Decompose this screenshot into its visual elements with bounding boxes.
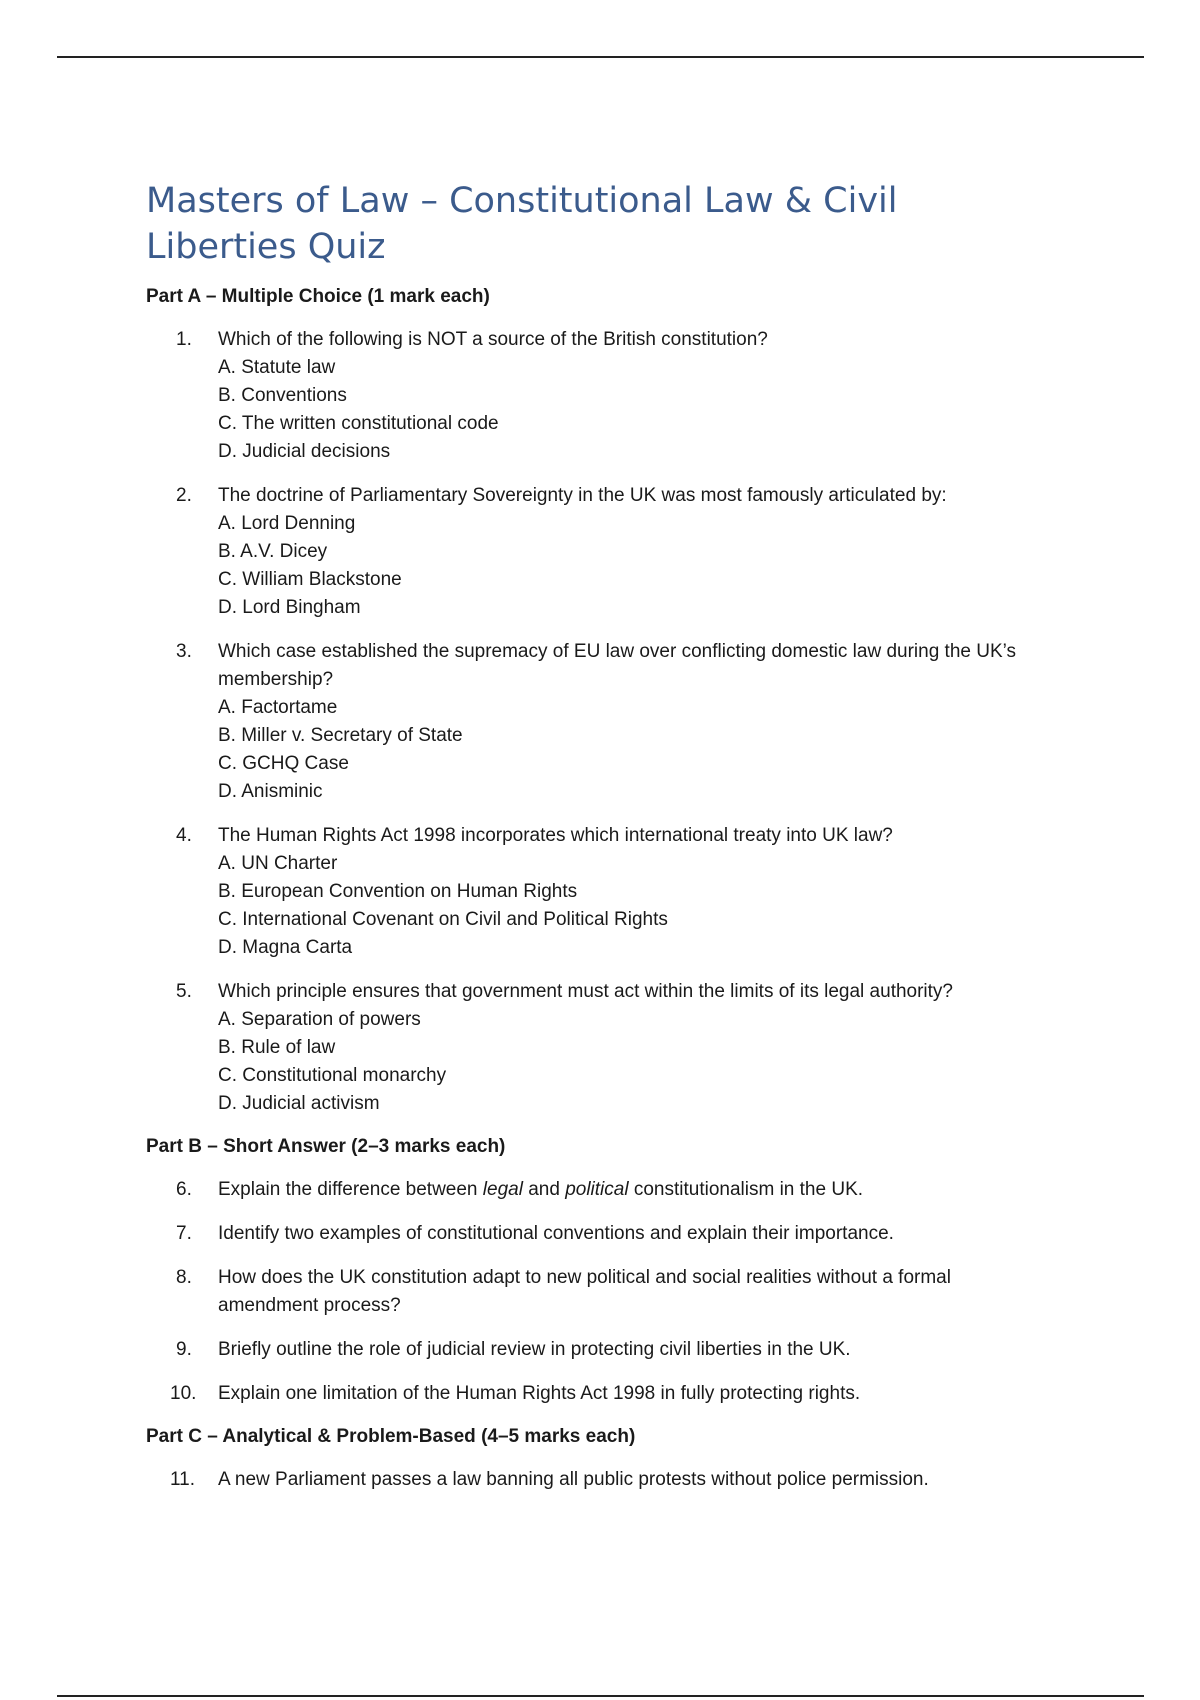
question-text: How does the UK constitution adapt to new political and social realities without a formal amendment process? [218, 1267, 951, 1316]
part-b-heading: Part B – Short Answer (2–3 marks each) [146, 1136, 506, 1157]
question-5 [146, 978, 1046, 1118]
bottom-rule [57, 1695, 1144, 1697]
option-b: B. Rule of law [218, 1037, 336, 1058]
question-8 [146, 1264, 1046, 1320]
question-text-part: Explain the difference between [218, 1179, 483, 1200]
question-number: 3. [176, 641, 192, 662]
option-c: C. William Blackstone [218, 569, 402, 590]
question-text: Identify two examples of constitutional conventions and explain their importance. [218, 1223, 894, 1244]
question-number: 10. [170, 1383, 197, 1404]
question-9 [146, 1336, 1046, 1364]
option-a: A. Lord Denning [218, 513, 356, 534]
option-d: D. Lord Bingham [218, 597, 361, 618]
question-text-part: constitutionalism in the UK. [628, 1179, 864, 1200]
part-c [146, 1424, 1046, 1494]
question-number: 7. [176, 1223, 192, 1244]
question-text: Explain one limitation of the Human Rights Act 1998 in fully protecting rights. [218, 1383, 861, 1404]
question-text: The doctrine of Parliamentary Sovereignty in the UK was most famously articulated by: [218, 485, 947, 506]
option-b: B. Miller v. Secretary of State [218, 725, 463, 746]
option-d: D. Anisminic [218, 781, 323, 802]
part-b [146, 1134, 1046, 1408]
question-number: 4. [176, 825, 192, 846]
question-text: Which case established the supremacy of EU law over conflicting domestic law during the UK’s membership? [218, 641, 1017, 690]
document-title: Masters of Law – Constitutional Law & Civil Liberties Quiz [146, 181, 898, 267]
question-number: 8. [176, 1267, 192, 1288]
option-c: C. GCHQ Case [218, 753, 349, 774]
option-a: A. UN Charter [218, 853, 338, 874]
option-a: A. Separation of powers [218, 1009, 421, 1030]
emphasis-political: political [565, 1179, 629, 1200]
top-rule [57, 56, 1144, 58]
question-4 [146, 822, 1046, 962]
question-text: Briefly outline the role of judicial review in protecting civil liberties in the UK. [218, 1339, 851, 1360]
question-3 [146, 638, 1046, 806]
option-d: D. Judicial decisions [218, 441, 391, 462]
part-c-heading: Part C – Analytical & Problem-Based (4–5 marks each) [146, 1426, 636, 1447]
option-b: B. European Convention on Human Rights [218, 881, 578, 902]
question-number: 2. [176, 485, 192, 506]
option-c: C. International Covenant on Civil and Political Rights [218, 909, 668, 930]
emphasis-legal: legal [482, 1179, 523, 1200]
question-text [218, 1176, 1046, 1204]
option-c: C. Constitutional monarchy [218, 1065, 447, 1086]
option-b: B. A.V. Dicey [218, 541, 328, 562]
question-1 [146, 326, 1046, 466]
question-text: A new Parliament passes a law banning all public protests without police permission. [218, 1469, 929, 1490]
question-number: 5. [176, 981, 192, 1002]
question-text: Which of the following is NOT a source of the British constitution? [218, 329, 768, 350]
question-11 [146, 1466, 1046, 1494]
question-2 [146, 482, 1046, 622]
option-c: C. The written constitutional code [218, 413, 499, 434]
question-text-part: and [522, 1179, 566, 1200]
question-number: 6. [176, 1179, 192, 1200]
question-text: Which principle ensures that government must act within the limits of its legal authority? [218, 981, 953, 1002]
question-10 [146, 1380, 1046, 1408]
option-a: A. Factortame [218, 697, 338, 718]
option-d: D. Magna Carta [218, 937, 353, 958]
question-7 [146, 1220, 1046, 1248]
question-number: 9. [176, 1339, 192, 1360]
part-a [146, 284, 1046, 1118]
question-number: 11. [170, 1469, 196, 1490]
question-text: The Human Rights Act 1998 incorporates which international treaty into UK law? [218, 825, 893, 846]
part-a-heading: Part A – Multiple Choice (1 mark each) [146, 286, 490, 307]
option-a: A. Statute law [218, 357, 336, 378]
option-b: B. Conventions [218, 385, 347, 406]
question-6 [146, 1176, 1046, 1204]
option-d: D. Judicial activism [218, 1093, 380, 1114]
document-body [146, 178, 1046, 1510]
question-number: 1. [176, 329, 192, 350]
